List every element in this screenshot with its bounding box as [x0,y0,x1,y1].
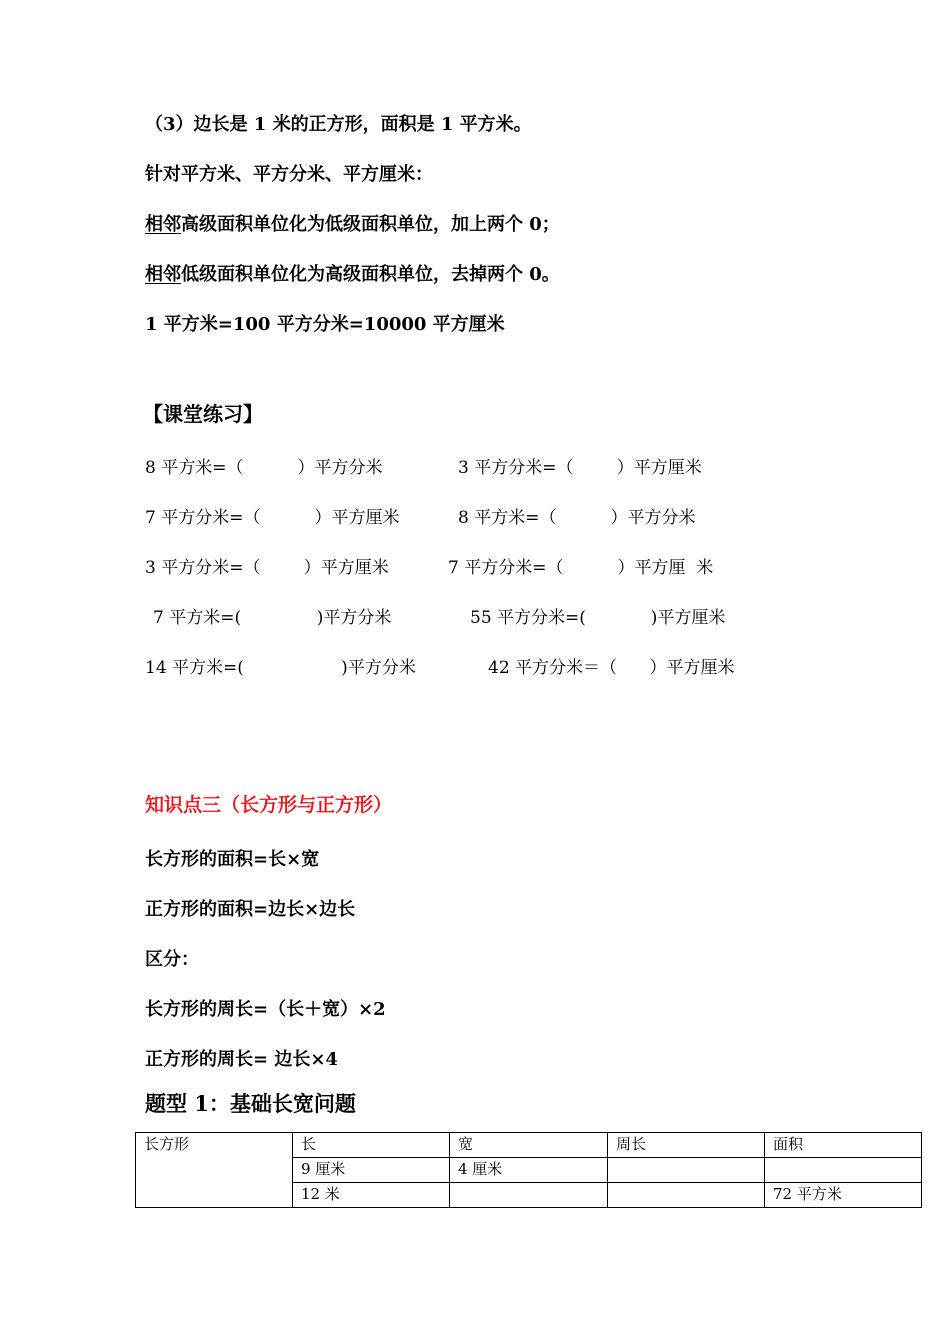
practice-item: 7 平方米=( )平方分米 [153,608,392,628]
practice-item: 7 平方分米=（ ）平方厘米 [145,508,400,528]
knowledge-3-line-1: 长方形的面积=长×宽 [145,849,320,870]
rectangle-table [135,1132,922,1208]
knowledge-3-line-3: 区分： [145,949,199,970]
knowledge-3-line-2: 正方形的面积=边长×边长 [145,899,356,920]
table-cell [608,1183,765,1208]
table-cell [765,1158,922,1183]
rule-line-1: （3）边长是 1 米的正方形，面积是 1 平方米。 [145,114,532,135]
practice-item: 42 平方分米＝（ ）平方厘米 [488,658,735,678]
type-1-heading: 题型 1：基础长宽问题 [145,1091,356,1116]
practice-item: 55 平方分米=( )平方厘米 [470,608,726,628]
rule-line-4-rest: 低级面积单位化为高级面积单位，去掉两个 0。 [181,264,560,285]
practice-item: 14 平方米=( )平方分米 [145,658,416,678]
rule-line-5: 1 平方米=100 平方分米=10000 平方厘米 [145,314,505,335]
rule-line-4 [145,260,560,286]
table-header-cell: 长 [293,1133,450,1158]
practice-item: 7 平方分米=（ ）平方厘 米 [448,558,714,578]
practice-item: 8 平方米=（ ）平方分米 [145,458,383,478]
table-cell: 9 厘米 [293,1158,450,1183]
table-row-label: 长方形 [136,1133,293,1208]
table-header-row [136,1133,922,1158]
table-header-cell: 宽 [450,1133,608,1158]
table-header-cell: 周长 [608,1133,765,1158]
table-header-cell: 面积 [765,1133,922,1158]
table-cell [608,1158,765,1183]
practice-item: 3 平方分米=（ ）平方厘米 [458,458,702,478]
knowledge-3-line-5: 正方形的周长= 边长×4 [145,1049,338,1070]
knowledge-3-heading: 知识点三（长方形与正方形） [145,794,393,816]
knowledge-3-line-4: 长方形的周长=（长＋宽）×2 [145,999,386,1020]
table-cell [450,1183,608,1208]
rule-line-3-rest: 高级面积单位化为低级面积单位，加上两个 0； [181,214,560,235]
table-cell: 72 平方米 [765,1183,922,1208]
table-cell: 12 米 [293,1183,450,1208]
practice-heading: 【课堂练习】 [143,402,263,426]
rule-line-3 [145,210,560,236]
rule-line-4-underlined: 相邻 [145,264,181,285]
practice-item: 8 平方米=（ ）平方分米 [458,508,696,528]
rule-line-3-underlined: 相邻 [145,214,181,235]
practice-item: 3 平方分米=（ ）平方厘米 [145,558,389,578]
table-cell: 4 厘米 [450,1158,608,1183]
rule-line-2: 针对平方米、平方分米、平方厘米： [145,164,433,185]
